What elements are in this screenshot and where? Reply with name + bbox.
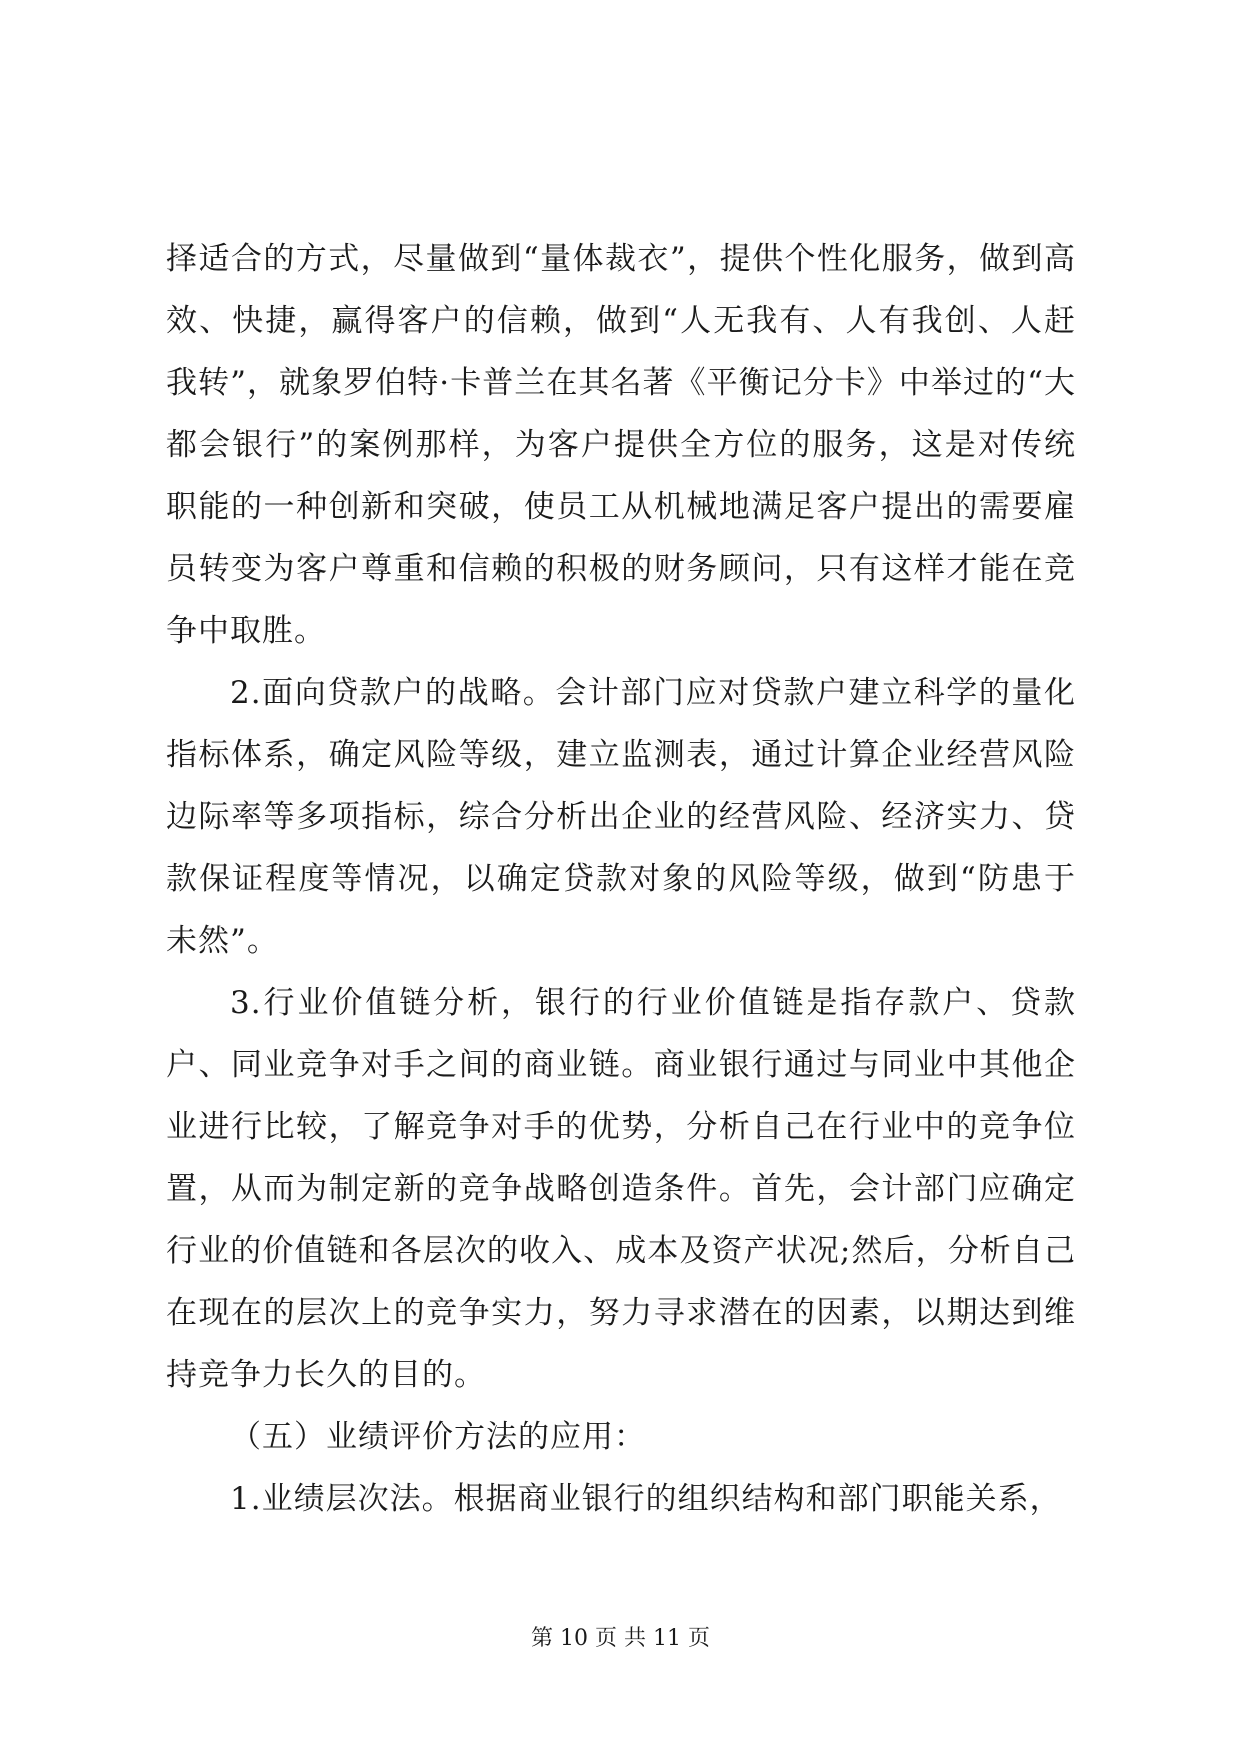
section-heading-performance-evaluation: （五）业绩评价方法的应用：: [230, 1419, 646, 1455]
document-body: [166, 228, 1076, 1530]
paragraph-value-chain: 3.行业价值链分析，银行的行业价值链是指存款户、贷款户、同业竞争对手之间的商业链。商业银行通过与同业中其他企业进行比较，了解竞争对手的优势，分析自己在行业中的竞争位置，从而为制定新的竞争战略创造条件。首先，会计部门应确定行业的价值链和各层次的收入、成本及资产状况;然后，分析自己在现在的层次上的竞争实力，努力寻求潜在的因素，以期达到维持竞争力长久的目的。: [166, 985, 1076, 1393]
paragraph-continuation: 择适合的方式，尽量做到“量体裁衣”，提供个性化服务，做到高效、快捷，赢得客户的信赖，做到“人无我有、人有我创、人赶我转”，就象罗伯特·卡普兰在其名著《平衡记分卡》中举过的“大都会银行”的案例那样，为客户提供全方位的服务，这是对传统职能的一种创新和突破，使员工从机械地满足客户提出的需要雇员转变为客户尊重和信赖的积极的财务顾问，只有这样才能在竞争中取胜。: [166, 241, 1076, 649]
paragraph-performance-hierarchy: 1.业绩层次法。根据商业银行的组织结构和部门职能关系，: [230, 1481, 1062, 1517]
page-number-footer: 第 10 页 共 11 页: [531, 1626, 710, 1651]
paragraph-loan-strategy: 2.面向贷款户的战略。会计部门应对贷款户建立科学的量化指标体系，确定风险等级，建立监测表，通过计算企业经营风险边际率等多项指标，综合分析出企业的经营风险、经济实力、贷款保证程度等情况，以确定贷款对象的风险等级，做到“防患于未然”。: [166, 675, 1076, 959]
